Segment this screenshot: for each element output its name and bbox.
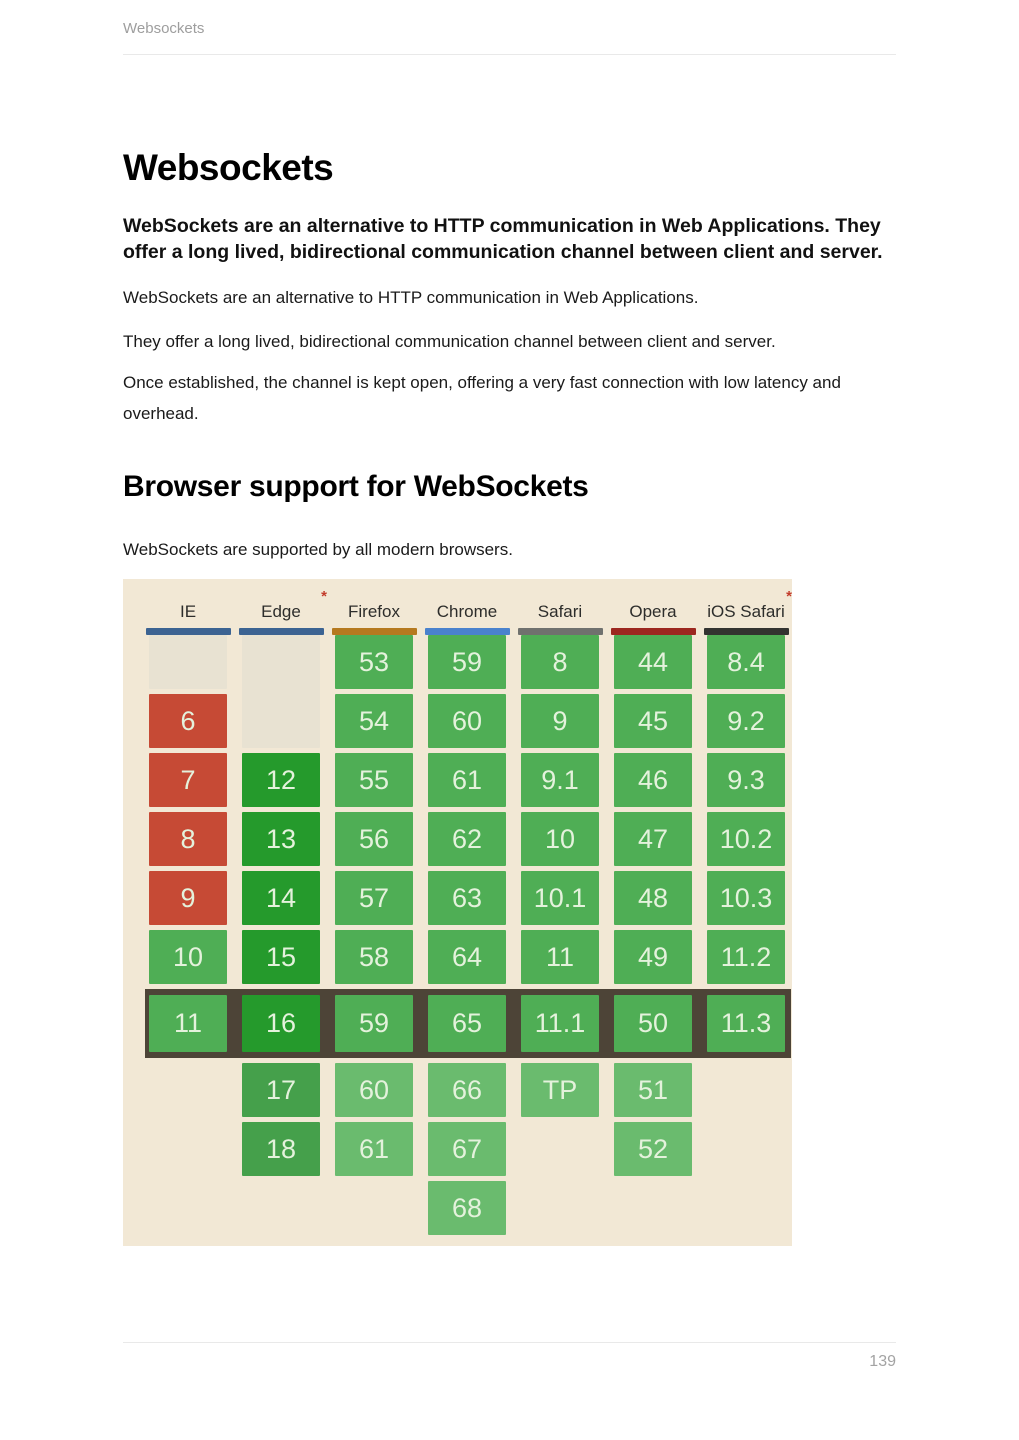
browser-name-label: iOS Safari: [707, 602, 785, 621]
column-header-safari: [521, 583, 599, 635]
support-cell-firefox-55: 55: [335, 753, 413, 807]
brand-color-bar-opera: [611, 628, 696, 635]
support-cell-firefox-61: 61: [335, 1122, 413, 1176]
support-cell-safari-tp: TP: [521, 1063, 599, 1117]
support-cell-ios-safari-11-3: 11.3: [707, 995, 785, 1052]
section-intro: WebSockets are supported by all modern browsers.: [123, 540, 513, 559]
page-title: Websockets: [123, 147, 334, 188]
support-cell-ios-safari-9-3: 9.3: [707, 753, 785, 807]
footer-divider: [123, 1342, 896, 1343]
section-heading: Browser support for WebSockets: [123, 470, 589, 503]
page-number: 139: [869, 1353, 896, 1370]
support-cell-ios-safari-10-2: 10.2: [707, 812, 785, 866]
paragraph-3: Once established, the channel is kept open, offering a very fast connection with low latency and overhead.: [123, 373, 841, 423]
support-cell-chrome-59: 59: [428, 635, 506, 689]
support-cell-firefox-59: 59: [335, 995, 413, 1052]
browser-name-label: Opera: [629, 602, 677, 621]
column-header-ios-safari: [707, 583, 792, 635]
support-cell-firefox-58: 58: [335, 930, 413, 984]
brand-color-bar-firefox: [332, 628, 417, 635]
support-cell-safari-11-1: 11.1: [521, 995, 599, 1052]
running-header-title: Websockets: [123, 20, 205, 37]
support-cell-edge-15: 15: [242, 930, 320, 984]
column-header-opera: [614, 583, 692, 635]
support-cell-firefox-56: 56: [335, 812, 413, 866]
support-cell-chrome-64: 64: [428, 930, 506, 984]
support-cell-ie-8: 8: [149, 812, 227, 866]
column-header-edge: [242, 583, 327, 635]
support-cell-safari-10: 10: [521, 812, 599, 866]
support-cell-ie-9: 9: [149, 871, 227, 925]
browser-name-label: Firefox: [348, 602, 400, 621]
support-cell-ios-safari-10-3: 10.3: [707, 871, 785, 925]
running-header: [123, 0, 896, 55]
brand-color-bar-safari: [518, 628, 603, 635]
browser-name-label: IE: [179, 602, 197, 621]
support-cell-edge-16: 16: [242, 995, 320, 1052]
support-cell-opera-46: 46: [614, 753, 692, 807]
support-cell-opera-52: 52: [614, 1122, 692, 1176]
support-cell-edge-12: 12: [242, 753, 320, 807]
support-cell-safari-9-1: 9.1: [521, 753, 599, 807]
column-header-firefox: [335, 583, 413, 635]
paragraph-1: WebSockets are an alternative to HTTP communication in Web Applications.: [123, 288, 699, 307]
paragraph-2: They offer a long lived, bidirectional communication channel between client and server.: [123, 332, 776, 351]
support-table-header-row: [123, 579, 792, 635]
support-cell-edge-13: 13: [242, 812, 320, 866]
support-cell-firefox-57: 57: [335, 871, 413, 925]
column-header-chrome: [428, 583, 506, 635]
support-cell-firefox-53: 53: [335, 635, 413, 689]
footnote-asterisk: *: [786, 588, 792, 605]
brand-color-bar-chrome: [425, 628, 510, 635]
support-cell-opera-51: 51: [614, 1063, 692, 1117]
empty-cell-edge: [242, 635, 320, 748]
browser-name-label: Safari: [537, 602, 583, 621]
support-cell-opera-50: 50: [614, 995, 692, 1052]
support-cell-ios-safari-8-4: 8.4: [707, 635, 785, 689]
support-cell-firefox-54: 54: [335, 694, 413, 748]
support-cell-chrome-62: 62: [428, 812, 506, 866]
browser-support-table: [123, 579, 792, 1246]
support-cell-opera-45: 45: [614, 694, 692, 748]
support-table-grid: [123, 635, 792, 1235]
support-cell-chrome-61: 61: [428, 753, 506, 807]
support-cell-ios-safari-9-2: 9.2: [707, 694, 785, 748]
empty-cell-ie: [149, 635, 227, 689]
support-cell-ie-11: 11: [149, 995, 227, 1052]
support-cell-chrome-66: 66: [428, 1063, 506, 1117]
footnote-asterisk: *: [321, 588, 327, 605]
support-cell-ie-10: 10: [149, 930, 227, 984]
brand-color-bar-ie: [146, 628, 231, 635]
support-cell-safari-11: 11: [521, 930, 599, 984]
browser-name-label: Chrome: [436, 602, 498, 621]
support-cell-opera-47: 47: [614, 812, 692, 866]
support-cell-ie-7: 7: [149, 753, 227, 807]
support-cell-firefox-60: 60: [335, 1063, 413, 1117]
browser-name-label: Edge: [261, 602, 301, 621]
brand-color-bar-ios-safari: [704, 628, 789, 635]
support-cell-safari-10-1: 10.1: [521, 871, 599, 925]
support-cell-safari-8: 8: [521, 635, 599, 689]
support-cell-chrome-60: 60: [428, 694, 506, 748]
support-cell-ios-safari-11-2: 11.2: [707, 930, 785, 984]
support-cell-chrome-67: 67: [428, 1122, 506, 1176]
support-cell-edge-14: 14: [242, 871, 320, 925]
support-cell-opera-49: 49: [614, 930, 692, 984]
brand-color-bar-edge: [239, 628, 324, 635]
support-cell-opera-48: 48: [614, 871, 692, 925]
support-cell-opera-44: 44: [614, 635, 692, 689]
support-cell-edge-18: 18: [242, 1122, 320, 1176]
page-content: [123, 147, 896, 1246]
support-cell-chrome-63: 63: [428, 871, 506, 925]
support-cell-edge-17: 17: [242, 1063, 320, 1117]
column-header-ie: [149, 583, 227, 635]
support-cell-chrome-68: 68: [428, 1181, 506, 1235]
support-cell-safari-9: 9: [521, 694, 599, 748]
support-cell-ie-6: 6: [149, 694, 227, 748]
lead-paragraph: WebSockets are an alternative to HTTP communication in Web Applications. They offer a long lived, bidirectional communication channel between client and server.: [123, 215, 883, 263]
support-cell-chrome-65: 65: [428, 995, 506, 1052]
